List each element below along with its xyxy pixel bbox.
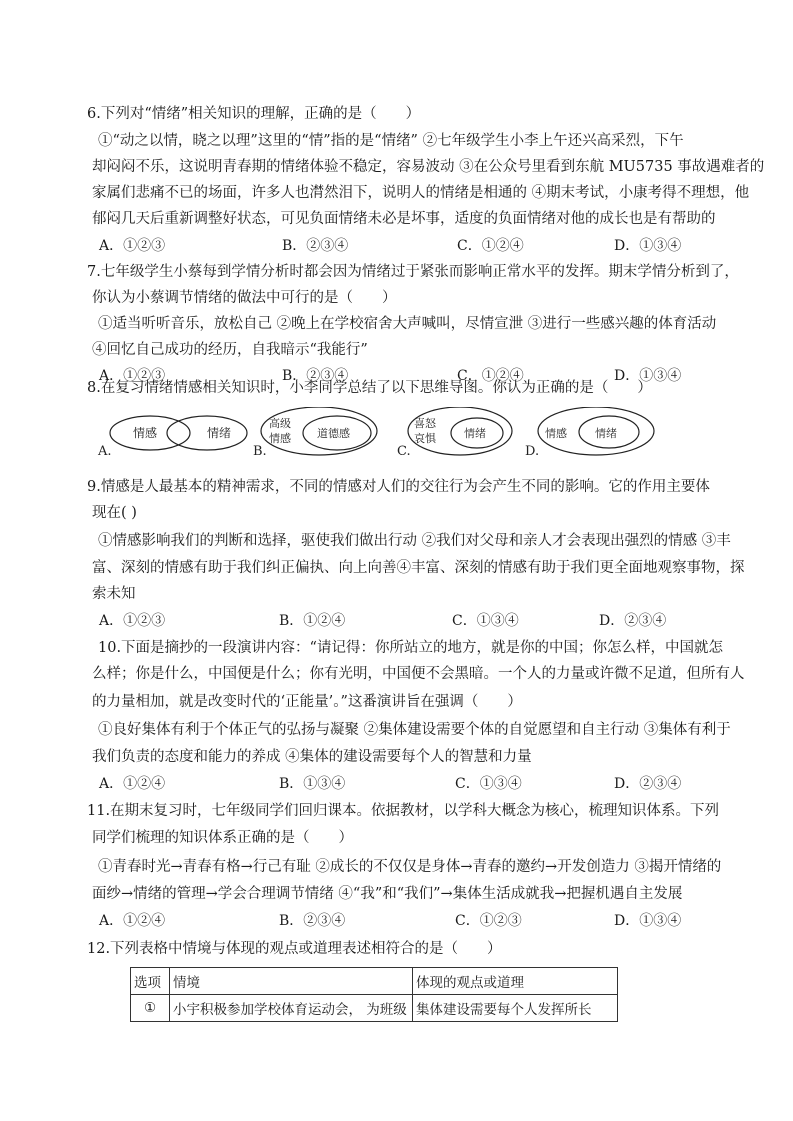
q7-stem: 7.七年级学生小蔡每到学情分析时都会因为情绪过于紧张而影响正常水平的发挥。期末学情分析到了， [87,264,739,280]
q12-table [130,967,618,1022]
q9-option-a[interactable]: A．①②③ [99,613,166,629]
q6-line-2: 却闷闷不乐，这说明青春期的情绪体验不稳定，容易波动 ③在公众号里看到东航 MU5735 事故遇难者的 [92,159,765,175]
table-cell: ① [131,995,170,1022]
q11-option-c[interactable]: C．①②③ [455,913,522,929]
q9-stem-2: 现在( ) [92,505,137,521]
table-header-cell: 情境 [170,968,413,995]
q7-stem-2: 你认为小蔡调节情绪的做法中可行的是（ ） [92,290,397,306]
q8-b-outer-label-1: 高级 [269,417,291,430]
q10-stem-3: 的力量相加，就是改变时代的‘正能量’。”这番演讲旨在强调（ ） [92,694,522,710]
q8-c-inner-label: 情绪 [464,427,486,440]
q8-option-b-letter[interactable]: B. [253,444,267,459]
q10-option-b[interactable]: B．①③④ [279,776,346,792]
q6-stem: 6.下列对“情绪”相关知识的理解，正确的是（ ） [87,106,421,122]
q9-line-3: 索未知 [92,586,136,602]
q9-option-b[interactable]: B．①②④ [279,613,346,629]
q8-option-d-letter[interactable]: D. [525,444,540,459]
q11-line-1: ①青春时光→青春有格→行己有耻 ②成长的不仅仅是身体→青春的邀约→开发创造力 ③揭开情绪的 [98,859,722,875]
q6-option-d[interactable]: D．①③④ [614,238,682,254]
q8-mindmap-options [95,407,695,467]
q8-c-outer-label-1: 喜怒 [414,417,436,430]
q8-b-outer-label-2: 情感 [269,432,291,445]
q6-line-3: 家属们悲痛不已的场面，许多人也潸然泪下，说明人的情绪是相通的 ④期末考试，小康考得不理想，他 [92,185,750,201]
q11-option-a[interactable]: A．①②④ [99,913,166,929]
table-row [131,995,618,1022]
q7-option-a[interactable]: A．①②③ [99,368,166,384]
q8-a-right-label: 情绪 [207,426,232,440]
table-cell: 集体建设需要每个人发挥所长 [413,995,618,1022]
q6-line-1: ①“动之以情，晓之以理”这里的“情”指的是“情绪” ②七年级学生小李上午还兴高采烈，下午 [98,133,684,149]
q9-options [99,611,699,631]
q8-option-c-letter[interactable]: C. [397,444,411,459]
q9-line-2: 富、深刻的情感有助于我们纠正偏执、向上向善④丰富、深刻的情感有助于我们更全面地观察事物，探 [92,560,745,576]
q6-line-4: 郁闷几天后重新调整好状态，可见负面情绪未必是坏事，适度的负面情绪对他的成长也是有帮助的 [92,211,716,227]
q6-option-b[interactable]: B．②③④ [282,238,349,254]
q8-c-outer-circle [408,407,512,455]
q8-a-left-label: 情感 [133,426,158,440]
q8-d-inner-label: 情绪 [595,427,617,440]
q9-stem: 9.情感是人最基本的精神需求，不同的情感对人们的交往行为会产生不同的影响。它的作用主要体 [87,479,710,495]
q6-option-c[interactable]: C．①②④ [457,238,524,254]
q7-option-b[interactable]: B．②③④ [282,368,349,384]
q10-option-d[interactable]: D．②③④ [614,776,682,792]
q8-d-outer-label: 情感 [545,427,567,440]
q12-stem: 12.下列表格中情境与体现的观点或道理表述相符合的是（ ） [87,941,502,957]
q10-stem-2: 么样；你是什么，中国便是什么；你有光明，中国便不会黑暗。一个人的力量或许微不足道，但所有人 [92,666,745,682]
q7-line-2: ④回忆自己成功的经历，自我暗示“我能行” [92,342,368,358]
q10-option-a[interactable]: A．①②④ [99,776,166,792]
table-header-row [131,968,618,995]
q10-options [99,774,699,794]
table-cell: 小宇积极参加学校体育运动会， 为班级 [170,995,413,1022]
q7-option-c[interactable]: C．①②④ [457,368,524,384]
q11-stem: 11.在期末复习时，七年级同学们回归课本。依据教材，以学科大概念为核心，梳理知识体系。下列 [87,803,720,819]
q8-b-inner-label: 道德感 [317,427,350,440]
q10-line-2: 我们负责的态度和能力的养成 ④集体的建设需要每个人的智慧和力量 [92,749,532,765]
q8-option-a-letter[interactable]: A. [98,444,112,459]
q11-stem-2: 同学们梳理的知识体系正确的是（ ） [92,830,353,846]
q9-line-1: ①情感影响我们的判断和选择，驱使我们做出行动 ②我们对父母和亲人才会表现出强烈的情感 ③丰 [98,533,731,549]
q11-option-d[interactable]: D．①③④ [614,913,682,929]
q9-option-c[interactable]: C．①③④ [452,613,519,629]
q11-line-2: 面纱→情绪的管理→学会合理调节情绪 ④“我”和“我们”→集体生活成就我→把握机遇自主发展 [92,886,683,902]
q10-stem: 10.下面是摘抄的一段演讲内容：“请记得：你所站立的地方，就是你的中国；你怎么样，中国就怎 [98,640,723,656]
table-header-cell: 体现的观点或道理 [413,968,618,995]
q11-option-b[interactable]: B．②③④ [279,913,346,929]
table-header-cell: 选项 [131,968,170,995]
q8-stem: 8.在复习情绪情感相关知识时，小李同学总结了以下思维导图。你认为正确的是（ ） [87,380,652,396]
q11-options [99,911,699,931]
q10-option-c[interactable]: C．①③④ [455,776,522,792]
q6-option-a[interactable]: A．①②③ [99,238,166,254]
q7-line-1: ①适当听听音乐，放松自己 ②晚上在学校宿舍大声喊叫，尽情宣泄 ③进行一些感兴趣的体育活动 [98,316,717,332]
q7-option-d[interactable]: D．①③④ [614,368,682,384]
q6-options [99,236,699,256]
q8-c-outer-label-2: 哀惧 [414,432,436,445]
q9-option-d[interactable]: D．②③④ [599,613,667,629]
q10-line-1: ①良好集体有利于个体正气的弘扬与凝聚 ②集体建设需要个体的自觉愿望和自主行动 ③集体有利于 [98,722,731,738]
